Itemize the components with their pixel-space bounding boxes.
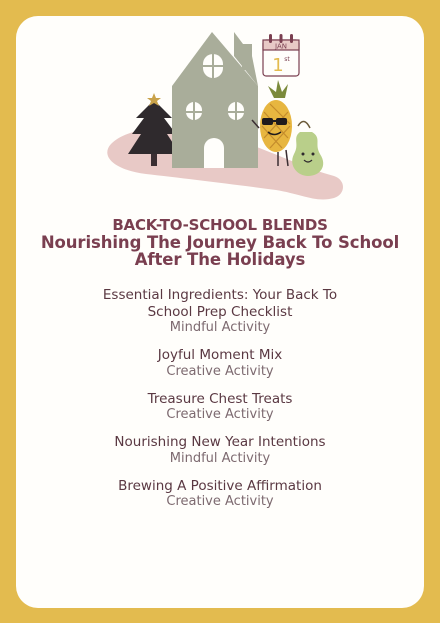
activity-name: Joyful Moment Mix <box>157 347 283 363</box>
list-item <box>16 434 424 467</box>
activity-name: Treasure Chest Treats <box>147 390 293 407</box>
activity-type: Creative Activity <box>166 407 274 422</box>
activity-type: Creative Activity <box>166 363 274 379</box>
activity-type: Mindful Activity <box>169 450 271 466</box>
holiday-house-illustration <box>16 16 424 216</box>
activity-type: Creative Activity <box>166 494 274 509</box>
activity-list <box>16 287 424 521</box>
calendar-day-suffix: st <box>284 56 290 63</box>
activity-name: Essential Ingredients: Your Back To School Prep Checklist <box>102 287 338 320</box>
section-kicker: BACK-TO-SCHOOL BLENDS <box>112 216 328 234</box>
calendar-month: JAN <box>275 42 287 51</box>
list-item <box>16 347 424 380</box>
calendar-day: 1 <box>272 55 284 76</box>
activity-name: Brewing A Positive Affirmation <box>118 477 322 494</box>
activity-type: Mindful Activity <box>169 320 271 335</box>
activity-name: Nourishing New Year Intentions <box>114 434 326 450</box>
list-item <box>16 287 424 336</box>
calendar-icon <box>263 34 299 76</box>
list-item <box>16 391 424 424</box>
list-item <box>16 478 424 511</box>
pear-character-icon <box>292 121 323 176</box>
content-card <box>16 16 424 608</box>
house-icon <box>172 32 258 168</box>
page-title: Nourishing The Journey Back To School After The Holidays <box>40 233 400 269</box>
